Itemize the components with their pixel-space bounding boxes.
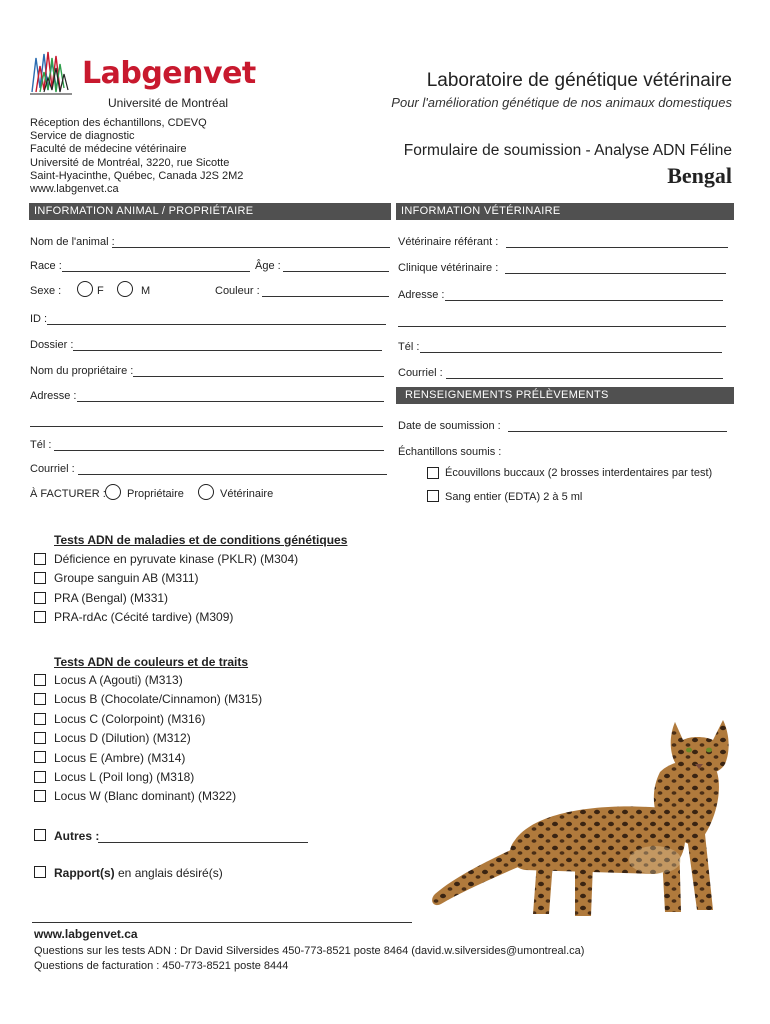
test-label: Locus W (Blanc dominant) (M322) [54, 789, 237, 804]
footer-billing-questions: Questions de facturation : 450-773-8521 poste 8444 [34, 960, 289, 972]
dossier-label: Dossier : [30, 339, 74, 351]
race-field[interactable] [62, 271, 250, 272]
footer-divider [32, 922, 412, 923]
vet-tel-field[interactable] [420, 352, 722, 353]
vet-referent-field[interactable] [506, 247, 728, 248]
animal-name-field[interactable] [112, 247, 390, 248]
sexe-f-radio[interactable] [77, 281, 93, 297]
test-item[interactable] [34, 768, 262, 787]
sample-section-header: RENSEIGNEMENTS PRÉLÈVEMENTS [396, 387, 734, 404]
rapport-label-rest: en anglais désiré(s) [114, 866, 223, 880]
facturer-veterinaire-label: Vétérinaire [220, 488, 274, 500]
id-field[interactable] [47, 324, 386, 325]
test-checkbox[interactable] [34, 732, 46, 744]
animal-name-label: Nom de l'animal : [30, 236, 115, 248]
autres-label: Autres : [54, 829, 100, 843]
vet-tel-label: Tél : [398, 341, 420, 353]
test-checkbox[interactable] [34, 751, 46, 763]
test-label: PRA-rdAc (Cécité tardive) (M309) [54, 610, 234, 625]
sexe-f-label: F [97, 285, 104, 297]
address-line: Service de diagnostic [30, 130, 135, 143]
disease-tests-list [34, 550, 298, 628]
submission-date-field[interactable] [508, 431, 727, 432]
test-checkbox[interactable] [34, 771, 46, 783]
test-item[interactable] [34, 671, 262, 690]
facturer-proprietaire-radio[interactable] [105, 484, 121, 500]
test-label: Locus C (Colorpoint) (M316) [54, 711, 206, 726]
owner-email-field[interactable] [78, 474, 387, 475]
test-label: PRA (Bengal) (M331) [54, 590, 169, 605]
test-item[interactable] [34, 550, 298, 569]
test-checkbox[interactable] [34, 572, 46, 584]
clinic-label: Clinique vétérinaire : [398, 262, 499, 274]
test-label: Locus B (Chocolate/Cinnamon) (M315) [54, 692, 263, 707]
autres-checkbox[interactable] [34, 829, 46, 841]
address-line: Saint-Hyacinthe, Québec, Canada J2S 2M2 [30, 169, 244, 182]
footer-url[interactable]: www.labgenvet.ca [34, 927, 138, 941]
test-label: Groupe sanguin AB (M311) [54, 571, 199, 586]
facturer-label: À FACTURER : [30, 488, 106, 500]
test-checkbox[interactable] [34, 790, 46, 802]
owner-tel-label: Tél : [30, 439, 52, 451]
sample-blood-checkbox[interactable] [427, 490, 439, 502]
labgenvet-logo-icon [30, 48, 85, 96]
test-item[interactable] [34, 690, 262, 709]
test-checkbox[interactable] [34, 674, 46, 686]
test-label: Locus E (Ambre) (M314) [54, 750, 186, 765]
test-label: Déficience en pyruvate kinase (PKLR) (M304) [54, 552, 299, 566]
form-title: Formulaire de soumission - Analyse ADN Féline [403, 142, 732, 159]
breed-title: Bengal [667, 163, 732, 188]
logo-university: Université de Montréal [108, 96, 229, 110]
test-item[interactable] [34, 710, 262, 729]
vet-section-header: INFORMATION VÉTÉRINAIRE [396, 203, 734, 220]
clinic-field[interactable] [505, 273, 726, 274]
vet-address-field-2[interactable] [398, 326, 726, 327]
test-label: Locus L (Poil long) (M318) [54, 769, 195, 784]
vet-referent-label: Vétérinaire référant : [398, 236, 499, 248]
owner-tel-field[interactable] [54, 450, 384, 451]
facturer-proprietaire-label: Propriétaire [127, 488, 184, 500]
footer-dna-questions: Questions sur les tests ADN : Dr David Silversides 450-773-8521 poste 8464 (david.w.silversides@umontreal.ca) [34, 945, 585, 957]
address-line: Université de Montréal, 3220, rue Sicotte [30, 156, 230, 169]
couleur-field[interactable] [262, 296, 389, 297]
age-field[interactable] [283, 271, 389, 272]
race-label: Race : [30, 260, 62, 272]
test-item[interactable] [34, 569, 298, 588]
owner-address-field-2[interactable] [30, 426, 383, 427]
owner-address-field[interactable] [77, 401, 384, 402]
test-checkbox[interactable] [34, 592, 46, 604]
owner-name-label: Nom du propriétaire : [30, 365, 134, 377]
sexe-m-label: M [141, 285, 151, 297]
test-item[interactable] [34, 787, 262, 806]
sexe-label: Sexe : [30, 285, 62, 297]
id-label: ID : [30, 313, 48, 325]
sexe-m-radio[interactable] [117, 281, 133, 297]
lab-title: Laboratoire de génétique vétérinaire [426, 70, 732, 91]
lab-subtitle: Pour l'amélioration génétique de nos animaux domestiques [391, 95, 732, 110]
test-item[interactable] [34, 608, 298, 627]
lab-address [30, 117, 243, 196]
vet-email-field[interactable] [446, 378, 723, 379]
owner-section-header: INFORMATION ANIMAL / PROPRIÉTAIRE [29, 203, 391, 220]
owner-address-label: Adresse : [30, 390, 77, 402]
vet-email-label: Courriel : [398, 367, 443, 379]
age-label: Âge : [255, 260, 281, 272]
address-line: Faculté de médecine vétérinaire [30, 143, 187, 156]
samples-label: Échantillons soumis : [398, 446, 502, 458]
test-checkbox[interactable] [34, 713, 46, 725]
trait-tests-list [34, 671, 262, 807]
address-line: www.labgenvet.ca [30, 183, 119, 196]
test-item[interactable] [34, 589, 298, 608]
rapport-checkbox[interactable] [34, 866, 46, 878]
test-item[interactable] [34, 749, 262, 768]
rapport-label-bold: Rapport(s) [54, 866, 115, 880]
owner-name-field[interactable] [133, 376, 384, 377]
sample-swab-checkbox[interactable] [427, 467, 439, 479]
bengal-cat-image [425, 712, 737, 922]
autres-field[interactable] [98, 842, 308, 843]
dossier-field[interactable] [73, 350, 382, 351]
couleur-label: Couleur : [215, 285, 260, 297]
owner-email-label: Courriel : [30, 463, 75, 475]
test-checkbox[interactable] [34, 693, 46, 705]
test-label: Locus A (Agouti) (M313) [54, 673, 183, 687]
logo-name: Labgenvet [82, 56, 256, 91]
test-checkbox[interactable] [34, 553, 46, 565]
trait-tests-heading: Tests ADN de couleurs et de traits [54, 655, 249, 669]
sample-swab-label: Écouvillons buccaux (2 brosses interdentaires par test) [445, 467, 713, 479]
submission-date-label: Date de soumission : [398, 420, 501, 432]
test-checkbox[interactable] [34, 611, 46, 623]
test-item[interactable] [34, 729, 262, 748]
sample-blood-label: Sang entier (EDTA) 2 à 5 ml [445, 491, 583, 503]
facturer-veterinaire-radio[interactable] [198, 484, 214, 500]
address-line: Réception des échantillons, CDEVQ [30, 117, 207, 129]
rapport-label [54, 866, 223, 880]
test-label: Locus D (Dilution) (M312) [54, 731, 191, 746]
disease-tests-heading: Tests ADN de maladies et de conditions génétiques [54, 533, 348, 547]
vet-address-field[interactable] [445, 300, 723, 301]
vet-address-label: Adresse : [398, 289, 445, 301]
